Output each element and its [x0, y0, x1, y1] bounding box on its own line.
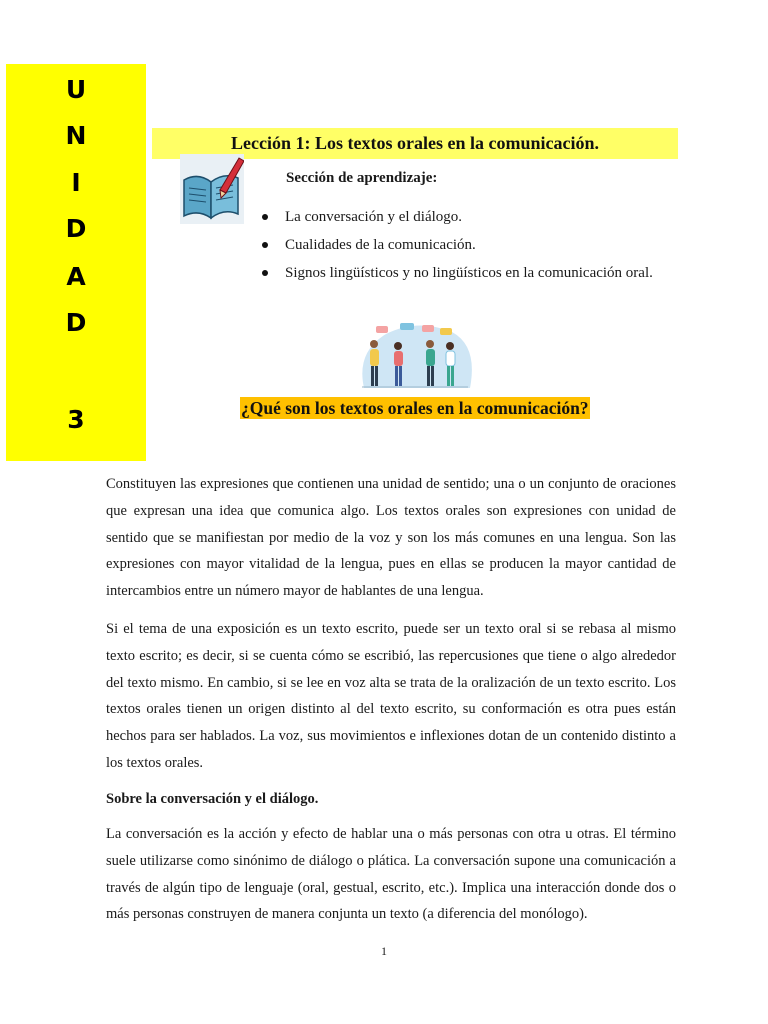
subsection-heading: Sobre la conversación y el diálogo. — [106, 791, 319, 807]
unit-letter: A — [66, 262, 86, 291]
body-paragraph: Constituyen las expresiones que contienen una unidad de sentido; una o un conjunto de oraciones que expresan una idea que comunica algo. Los textos orales son expresiones con unidad de sentido que se manifiestan por medio de la voz y son los más comunes en una lengua. Son las expresiones con mayor vitalidad de la lengua, pues en ellas se producen la mayor cantidad de intercambios entre un número mayor de hablantes de una lengua. — [106, 476, 676, 600]
lesson-title: Lección 1: Los textos orales en la comunicación. — [152, 128, 678, 159]
section-title: Sección de aprendizaje: — [286, 170, 438, 186]
unit-letter: N — [65, 121, 87, 150]
list-item: Cualidades de la comunicación. — [262, 235, 653, 263]
list-item: Signos lingüísticos y no lingüísticos en la comunicación oral. — [262, 263, 653, 291]
people-conversation-illustration — [356, 322, 474, 392]
learning-list — [262, 207, 653, 291]
body-paragraph: La conversación es la acción y efecto de hablar una o más personas con otra u otras. El término suele utilizarse como sinónimo de diálogo o plática. La conversación supone una comunicación a través de algún tipo de lenguaje (oral, gestual, escrito, etc.). Implica una interacción donde dos o más personas construyen de manera conjunta un texto (a diferencia del monólogo). — [106, 826, 676, 923]
unit-number: 3 — [67, 405, 85, 434]
book-and-pencil-icon — [180, 154, 244, 224]
unit-letter: D — [65, 214, 87, 243]
unit-letter: U — [65, 75, 87, 104]
unit-letter: D — [65, 308, 87, 337]
unit-letter: I — [71, 168, 81, 197]
body-paragraph: Si el tema de una exposición es un texto escrito, puede ser un texto oral si se rebasa al mismo texto escrito; es decir, si se cuenta cómo se escribió, las repercusiones que tiene o algo alrededor del texto mismo. En cambio, si se lee en voz alta se trata de la oralización de un texto escrito. Los textos orales tienen un origen distinto al del texto escrito, su conformación es otra pues están hechos para ser hablados. La voz, sus movimientos e inflexiones dotan de un contenido distinto a los textos orales. — [106, 621, 676, 771]
unit-banner — [6, 64, 146, 461]
page-number: 1 — [381, 944, 387, 958]
list-item: La conversación y el diálogo. — [262, 207, 653, 235]
question-heading: ¿Qué son los textos orales en la comunicación? — [241, 398, 589, 418]
